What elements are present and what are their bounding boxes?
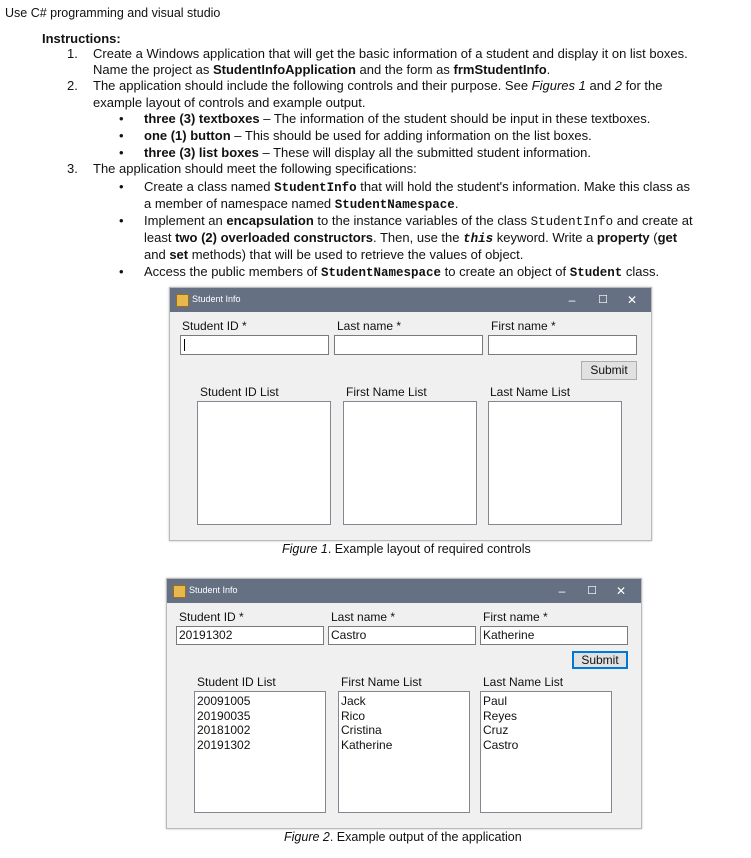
last-name-label: Last name * <box>331 610 396 624</box>
item3-bullet2-line1: Implement an encapsulation to the instance variables of the class StudentInfo and create at <box>144 213 693 229</box>
item1-line2: Name the project as StudentInfoApplication and the form as frmStudentInfo. <box>93 62 551 77</box>
first-name-list-label: First Name List <box>341 675 422 689</box>
first-name-listbox[interactable] <box>343 401 477 525</box>
student-id-label: Student ID * <box>182 319 247 333</box>
minimize-icon[interactable]: – <box>568 293 576 307</box>
figure2-titlebar <box>167 579 641 603</box>
first-name-listbox[interactable] <box>338 691 470 813</box>
item3-bullet1-line1: Create a class named StudentInfo that will hold the student's information. Make this class as <box>144 179 691 195</box>
question-header: Use C# programming and visual studio <box>5 6 221 20</box>
first-name-label: First name * <box>491 319 556 333</box>
last-name-label: Last name * <box>337 319 402 333</box>
item2-bullet2: one (1) button – This should be used for adding information on the list boxes. <box>144 128 592 143</box>
item2-bullet3: three (3) list boxes – These will display all the submitted student information. <box>144 145 592 160</box>
first-name-list-label: First Name List <box>346 385 427 399</box>
close-icon[interactable]: ✕ <box>626 293 638 307</box>
list-item[interactable]: 20190035 <box>197 708 251 723</box>
figure1-window <box>169 287 652 541</box>
last-name-listbox[interactable] <box>480 691 612 813</box>
first-name-input[interactable]: Katherine <box>480 626 628 645</box>
student-id-input[interactable] <box>180 335 329 355</box>
item1-line1: Create a Windows application that will get the basic information of a student and display it on list boxes. <box>93 46 688 61</box>
figure1-titlebar <box>170 288 651 312</box>
item2-bullet1: three (3) textboxes – The information of the student should be input in these textboxes. <box>144 111 651 126</box>
figure2-window-title: Student Info <box>189 585 238 595</box>
last-name-input[interactable] <box>334 335 483 355</box>
maximize-icon[interactable]: ☐ <box>587 585 597 597</box>
figure2-window <box>166 578 642 829</box>
app-icon <box>173 585 186 598</box>
list-item[interactable]: Paul <box>483 694 508 708</box>
list-item[interactable]: Cristina <box>341 723 382 737</box>
list-item[interactable]: 20091005 <box>197 694 251 708</box>
bullet-icon: • <box>119 264 124 279</box>
student-id-list-label: Student ID List <box>197 675 276 689</box>
list-item[interactable]: Rico <box>341 708 366 723</box>
maximize-icon[interactable]: ☐ <box>598 294 608 306</box>
student-id-label: Student ID * <box>179 610 244 624</box>
last-name-list-label: Last Name List <box>483 675 564 689</box>
figure2-caption: Figure 2. Example output of the application <box>284 830 522 844</box>
item3-number: 3. <box>67 161 78 176</box>
student-id-listbox[interactable] <box>194 691 326 813</box>
last-name-listbox[interactable] <box>488 401 622 525</box>
item3-bullet3: Access the public members of StudentNamespace to create an object of Student class. <box>144 264 660 280</box>
text-caret <box>184 339 185 351</box>
submit-button[interactable]: Submit <box>572 651 628 669</box>
item3-line1: The application should meet the following specifications: <box>93 161 417 176</box>
student-id-list-label: Student ID List <box>200 385 279 399</box>
close-icon[interactable]: ✕ <box>615 584 627 598</box>
submit-button[interactable]: Submit <box>581 361 637 380</box>
first-name-label: First name * <box>483 610 548 624</box>
figure1-window-title: Student Info <box>192 294 241 304</box>
list-item[interactable]: Castro <box>483 737 519 752</box>
bullet-icon: • <box>119 179 124 194</box>
list-item[interactable]: Reyes <box>483 708 518 723</box>
list-item[interactable]: Jack <box>341 694 366 708</box>
bullet-icon: • <box>119 213 124 228</box>
figure1-caption: Figure 1. Example layout of required controls <box>282 542 531 556</box>
item3-bullet1-line2: a member of namespace named StudentNamespace. <box>144 196 459 212</box>
list-item[interactable]: 20191302 <box>197 737 251 752</box>
item3-bullet2-line2: least two (2) overloaded constructors. Then, use the this keyword. Write a property (get <box>144 230 678 246</box>
bullet-icon: • <box>119 128 124 143</box>
item2-line1: The application should include the following controls and their purpose. See Figures 1 and 2 for the <box>93 78 663 93</box>
app-icon <box>176 294 189 307</box>
list-item[interactable]: Katherine <box>341 737 393 752</box>
minimize-icon[interactable]: – <box>558 584 566 598</box>
first-name-input[interactable] <box>488 335 637 355</box>
bullet-icon: • <box>119 145 124 160</box>
item2-number: 2. <box>67 78 78 93</box>
bullet-icon: • <box>119 111 124 126</box>
list-item[interactable]: Cruz <box>483 723 509 737</box>
instructions-heading: Instructions: <box>42 31 121 46</box>
student-id-listbox[interactable] <box>197 401 331 525</box>
item3-bullet2-line3: and set methods) that will be used to retrieve the values of object. <box>144 247 524 262</box>
item2-line2: example layout of controls and example output. <box>93 95 366 110</box>
list-item[interactable]: 20181002 <box>197 723 251 737</box>
item1-number: 1. <box>67 46 78 61</box>
student-id-input[interactable]: 20191302 <box>176 626 324 645</box>
last-name-list-label: Last Name List <box>490 385 571 399</box>
last-name-input[interactable]: Castro <box>328 626 476 645</box>
